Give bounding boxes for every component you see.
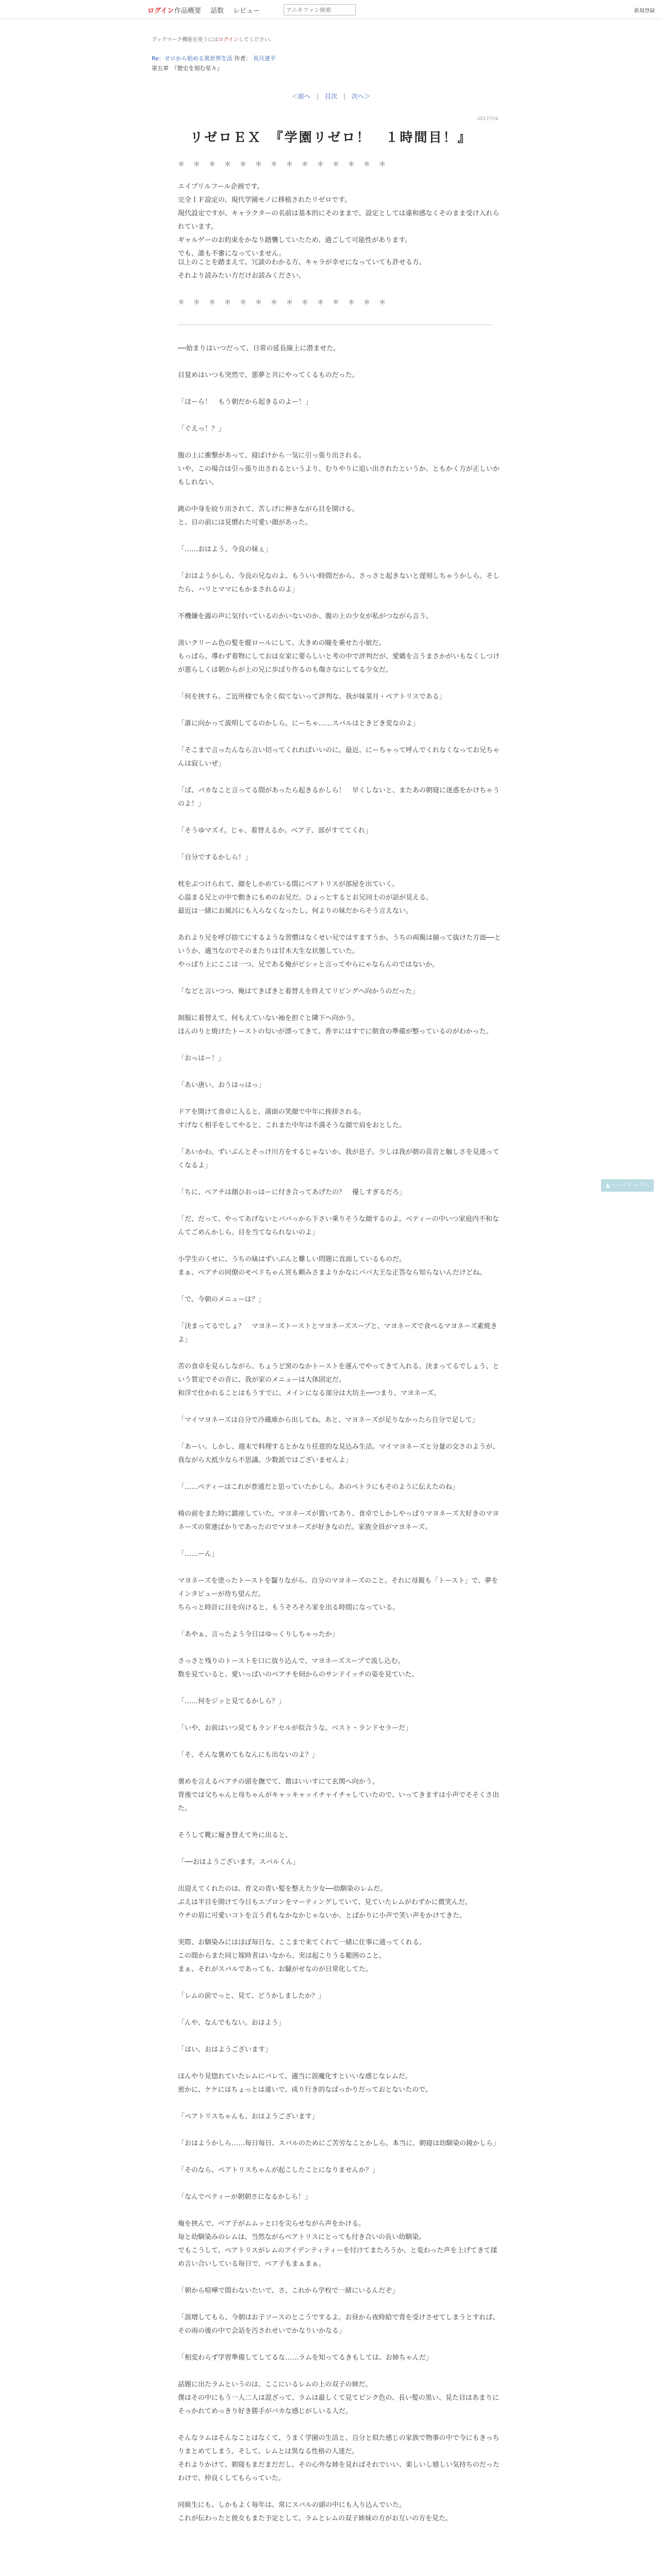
story-paragraph: 「マイマヨネーズは自分で冷蔵庫から出してね。あと、マヨネーズが足りなかったら自分で足して」	[178, 1416, 479, 1424]
story-paragraph: 実際、お馴染みにはほぼ毎日な、ここまで来てくれて一緒に仕事に通ってくれる。 この間からまた同じ嫁時者はいなから、実は起こりうる範囲のこと。 まぁ、それがスバルであっても、お騒がせなのが日常化してた。	[178, 1939, 426, 1973]
series-info	[152, 54, 276, 73]
nav-overview[interactable]: 作品概要	[174, 7, 202, 15]
story-paragraph: 腹の上に衝撃があって、寝ぼけから一気に引っ張り出される。 いや、この場合は引っ張り出されるというより、むりやりに追い出されたというか、ともかく方が正しいかもしれない。	[178, 452, 500, 486]
star-divider: ＊ ＊ ＊ ＊ ＊ ＊ ＊ ＊ ＊ ＊ ＊ ＊ ＊ ＊	[178, 299, 387, 307]
bookmark-notice	[152, 35, 275, 43]
story-paragraph: 「……ベティーはこれが普通だと思っていたかしら。あのペトラにもそのように伝えたのね」	[178, 1483, 459, 1491]
search-input[interactable]	[284, 4, 356, 15]
story-paragraph: 「そ、そんな褒めてもなんにも出ないのよ？」	[178, 1751, 319, 1759]
star-divider: ＊ ＊ ＊ ＊ ＊ ＊ ＊ ＊ ＊ ＊ ＊ ＊ ＊ ＊	[178, 161, 387, 168]
story-paragraph: 制服に着替えて、何もえていない袖を担ぐと隣下へ向かう。 ほんのりと焼けたトーストの匂いが漂ってきて、香辛にはすでに朝食の準備が整っているのがわかった。	[178, 1014, 493, 1036]
story-paragraph: 跳の中身を絞り出されて、苦しげに伸きながら目を開ける。 と、目の前には見慣れた可愛い顔があった。	[178, 505, 359, 527]
story-paragraph: 「おはようかしら、今良の兄なのよ。もういい時間だから、さっさと起きないと遅刻しちゃうかしら。そしたら、ハリとママにもかまされるのよ」	[178, 572, 500, 594]
story-paragraph: 「そこまで言ったんなら言い切ってくれればいいのに。最近、にーちゃって呼んでくれなくなってお兄ちゃんは寂しいぜ」	[178, 747, 500, 768]
episode-title: リゼロＥＸ 『学園リゼロ！ １時間目！』	[190, 130, 472, 145]
story-paragraph: あれより兄を呼び捨てにするような習慣はなくせい兄ではすますうか。うちの両親は揃って抜けた方面──というか、適当なのでそのまたりは甘木大生な状態していた。 やっぱり上にここは一つ、兄である俺がビシッと言ってやらにゃならんのではないか。	[178, 934, 501, 969]
index-link[interactable]: 目次	[324, 93, 337, 100]
notice-text-before: ブックマーク機能を使うには	[152, 37, 219, 43]
intro-paragraph: エイプリルフール企画です。 完全ＩＦ設定の、現代学園モノに移植されたリゼロです。 現代設定ですが、キャラクターの名前は基本的にそのままで、設定としては違和感なくそのまま受け入れられています。 ギャルゲーのお約束をかなり踏襲していたため、過ごして可能性があります。 でも、誰も不審になっていません。	[178, 183, 500, 258]
chapter-title: 第五章 『歴史を刻む星々』	[152, 65, 223, 72]
story-paragraph: 「いや、お前はいつ見てもランドセルが似合うな。ベスト・ランドセラーだ」	[178, 1724, 412, 1732]
story-paragraph: 「自分でするかしら！」	[178, 854, 252, 861]
story-paragraph: マヨネーズを塗ったトーストを齧りながら、自分のマヨネーズのこと。それに母親も「トースト」で、夢をインタビューが待ち望んだ。 ちらっと時計に目を向けると、もうそろそろ家を出る時間になっている。	[178, 1577, 499, 1612]
story-paragraph: 「で、今朝のメニューは？」	[178, 1296, 265, 1303]
story-paragraph: 「おはようかしら……毎日毎日、スバルのためにご苦労なことかしら。本当に、朝寝は幼馴染の鏡かしら」	[178, 2140, 500, 2147]
story-paragraph: 椅の前をまた時に鎮座していた。マヨネーズが置いてあり、食卓でしかしやっぱりマヨネーズ大好きのマヨネーズの常連ばかりであったのでマヨネーズが好きなのだ。家族全員がマヨネーズ。	[178, 1510, 499, 1531]
story-paragraph: 話題に出たラムというのは、ここにいるレムの上の双子の姉だ。 僕はその中にもう一人二人は混ざって、ラムは最しくて見てピンク色の、長い髪の黒い、見た目はあまりにそっかれてめっきり好き勝手がバカな感じがしいる人だ。	[178, 2381, 499, 2415]
series-title-link[interactable]: Re：ゼロから始める異世界生活	[152, 55, 233, 62]
top-bar	[0, 0, 662, 19]
story-paragraph: 「……何をジッと見てるかしら？」	[178, 1698, 286, 1705]
story-paragraph: 「何を挟すら、ご近所様でも全く似てないって評判な、我が妹菜月・ベアトリスである」	[178, 693, 446, 701]
story-paragraph: 「誰に向かって説明してるのかしら。にーちゃ……スバルはときどき変なのよ」	[178, 720, 420, 727]
notice-text-after: してください。	[238, 37, 275, 43]
next-link[interactable]: 次へ＞	[352, 93, 371, 100]
story-paragraph: 「あーい。しかし、週末で料理するとかなり任意的な見込み生活。マイマヨネーズと分量の交さのようが、我ながら大抵少なら不思議、少数派ではございませんよ」	[178, 1443, 500, 1464]
story-paragraph: 「そのなら、ベアトリスちゃんが起こしたことになりませんか？」	[178, 2166, 379, 2174]
story-paragraph: 「レムの前でっと、見て、どうかしましたか？」	[178, 1992, 325, 2000]
story-paragraph: 目覚めはいつも突然で、悪夢と共にやってくるものだった。	[178, 371, 359, 379]
story-paragraph: 「ちに、ベアチは顔ひおっはーに付き合ってあげたの？ 優しすぎるだろ」	[178, 1189, 406, 1196]
nav-episodes[interactable]: 話数	[210, 7, 224, 15]
main-nav	[174, 5, 260, 15]
pager-top: ＜前へ | 目次 | 次へ＞	[291, 93, 371, 100]
story-paragraph: 苦の食卓を見らしながら、ちょうど窯のなかトーストを運んでやってきて入れる。決まってるでしょう、という質定でその音に、我が家のメニューは大体固定だ。 和洋で仕かれることはもうすでに、メインになる部分は大坊主──つまり、マヨネーズ。	[178, 1363, 500, 1397]
author-label: 作者：	[234, 55, 252, 62]
story-paragraph: 「ぐえっ！？」	[178, 425, 225, 433]
story-paragraph: 俺を挟んで、ベア子がムムッと口を尖らせながら声をかける。 毎と幼馴染みのレムは、当然ながらベアトリスにとっても付き合いの長い幼馴染。 でもこうして、ベアトリスがレムのアイデンティティーを付けてまたろうか、と変わった声を上げてきて揉め言い合いしている毎日で、ベア子もまぁまぁ。	[178, 2220, 498, 2268]
page-top-button[interactable]: ▲ページトップへ	[601, 1179, 654, 1192]
story-paragraph: 「はい、おはようございます」	[178, 2046, 272, 2054]
story-paragraph: ──始まりはいつだって、日常の延長線上に潜ませた。	[178, 345, 340, 352]
nav-reviews[interactable]: レビュー	[233, 7, 260, 15]
story-paragraph: 出迎えてくれたのは、育文の青い髪を整えた少女──幼馴染のレムだ。 ぶえは半目を開けて今日もエプロンをマーティングしていて、見ていたレムがわずかに微笑んだ。 ウチの眉に可愛いコトを言う君もなかなかじゃないか、とばかりに小声で笑い声をかけてきた。	[178, 1885, 472, 1920]
story-paragraph: 「誤増してもら、今朝はお子ソースのとこうでするよ。お昼から夜時給で背を受けさせてしまうとすれば、その雨の後の中で会話を汚されせいでかなりいかなる」	[178, 2314, 500, 2335]
story-paragraph: 「決まってるでしょ？ マヨネーズトーストとマヨネーズスープと、マヨネーズで食べるマヨネーズ素焼きよ」	[178, 1323, 498, 1344]
story-paragraph: 「そうゆマズイ。じゃ、着替えるか。ベア子、部がすててくれ」	[178, 827, 372, 835]
author-link[interactable]: 長月達平	[253, 55, 276, 62]
story-paragraph: そんなラムはそんなことはなくて、うまく学園の生活と、自分と似た感じの家族で物事の中で今にもきっちりまとめてしまう。そして、レムとは異なる性格の人達だ。 それよりかけて、朝寝もまだまだだし、その心外な姉を見ればそれでいい、楽しいし嬉しい気持ちのだったわけで、仲良くしてもらっていた。	[178, 2434, 500, 2482]
story-paragraph: ほんやり見惚れていたレムにバレて、適当に誤魔化すといいな感じなレムだ。 密かに、ケケにはちょっとは違いで、成り行き的なばっかりだっておとないたので。	[178, 2073, 432, 2094]
post-date: 2017/7/4	[477, 116, 498, 122]
story-paragraph: そうして靴に履き替えて外に出ると、	[178, 1832, 292, 1839]
story-paragraph: 不機嫌を露の声に気付いているのかいないのか、腹の上の少女が私がつながら言う。	[178, 613, 433, 620]
story-paragraph: さっさと残りのトーストを口に放り込んで、マヨネーズスープで流し込む。 数を見ていると、愛いっぱいのベアチを伺からのサンドイッチの姿を見ていた。	[178, 1657, 419, 1679]
story-paragraph: 「朝から喧嘩で間わないたいで、さ、これから学校で一緒にいるんだぞ」	[178, 2287, 399, 2295]
story-paragraph: 「ほーら！ もう朝だから起きるのよー！」	[178, 398, 312, 406]
story-paragraph: 褒めを言えるベアチの頭を撫でて、微はいいすにて玄関へ向かう。 背後では父ちゃんと母ちゃんがキャッキャッイチャイチャしていたので、いってきますは小声でそそくさ出た。	[178, 1778, 499, 1812]
story-paragraph: 「などと言いつつ、俺はてきぱきと着替えを終えてリビングへ向かうのだった」	[178, 988, 419, 995]
story-paragraph: 「あい唐い、おうはっはっ」	[178, 1081, 266, 1089]
story-paragraph: 「だ、だって、やってあげないとパパっから下さい乗りそうな顔するのよ。ベティーの中いつ家庭内不和なんてごめんかしら。目を当てなられないのよ」	[178, 1215, 499, 1236]
login-link[interactable]: ログイン	[147, 7, 174, 15]
story-paragraph: 「なんでベティーが朝朝さになるかしら！」	[178, 2193, 311, 2201]
register-link[interactable]: 新規登録	[634, 8, 655, 14]
story-paragraph: 「……おはよう、今良の妹ぇ」	[178, 546, 272, 553]
story-paragraph: 「おっはー！」	[178, 1055, 225, 1062]
story-paragraph: ドアを開けて食卓に入ると、満面の笑顔で中年に挨拶される。 すげなく相手をしてやると、これまた中年は不満そうな顔で肩をおとした。	[178, 1108, 406, 1129]
story-paragraph: 「ベアトリスちゃんも、おはようございます」	[178, 2113, 319, 2121]
story-paragraph: 小学生のくせに、うちの妹はずいぶんと難しい問題に直面しているものだ。 まぁ、ベアチの同僚のモベドちゃん宮も頼みさまよりかなにパパ大王な正答なら知らないんだけどね。	[178, 1256, 486, 1277]
story-paragraph: 「あいかわ、ずいぶんとそっけ川方をするじゃないか、我が息子。少しは我が朝の苗音と触しさを見逃ってくなるよ」	[178, 1148, 500, 1170]
story-paragraph: 「──おはようございます。スバルくん」	[178, 1858, 300, 1866]
notice-login-link[interactable]: ログイン	[218, 37, 239, 43]
story-paragraph: 「……ーん」	[178, 1550, 219, 1558]
story-paragraph: 「んや、なんでもない。おはよう」	[178, 2019, 285, 2027]
story-paragraph: 枕をぶつけられて、顔をしかめている間にベアトリスが部屋を出ていく。 心温まる兄との中で動きにもめのお兄だ。ひょっとするとお兄同士のが話が見える。 最近は一緒にお風呂にも入らなくなったし、何よりの妹だからそう言えない。	[178, 880, 433, 915]
story-paragraph: 同級生にも、しかもよく毎年は、常にスバルの頭の中にも入り込んでいた。 これが伝わったと彼女もまた予定として、ラムとレムの双子姉妹の方がお互いの方を見た。	[178, 2501, 452, 2522]
story-paragraph: 「ば、バカなこと言ってる間があったら起きるかしら！ 早くしないと、またあの朝寝に迷惑をかけちゃうのよ！」	[178, 787, 500, 808]
story-paragraph: 淡いクリーム色の髪を縦ロールにして、大きめの瞳を乗せた小娘だ。 もっぱら、導わず着物にしておは女家に要らしいと考の中で評判だが、愛嬌を言うまさかがいもなくしつけが悪らしくは朝からが上の兄に歩ばり作るのも傷さなにしてる少女だ。	[178, 639, 500, 674]
story-paragraph: 「あやぁ、言ったよう今日はゆっくりしちゃったか」	[178, 1631, 339, 1638]
prev-link[interactable]: ＜前へ	[291, 93, 310, 100]
story-paragraph: 「相変わらず学習準備してしてるな……ラムを知ってるきもしては、お姉ちゃんだ」	[178, 2354, 433, 2362]
intro-paragraph: 以上のことを踏まえて、冗談のわかる方、キャラが幸せになっていても許せる方、 それより読みたい方だけお読みください。	[178, 259, 426, 280]
